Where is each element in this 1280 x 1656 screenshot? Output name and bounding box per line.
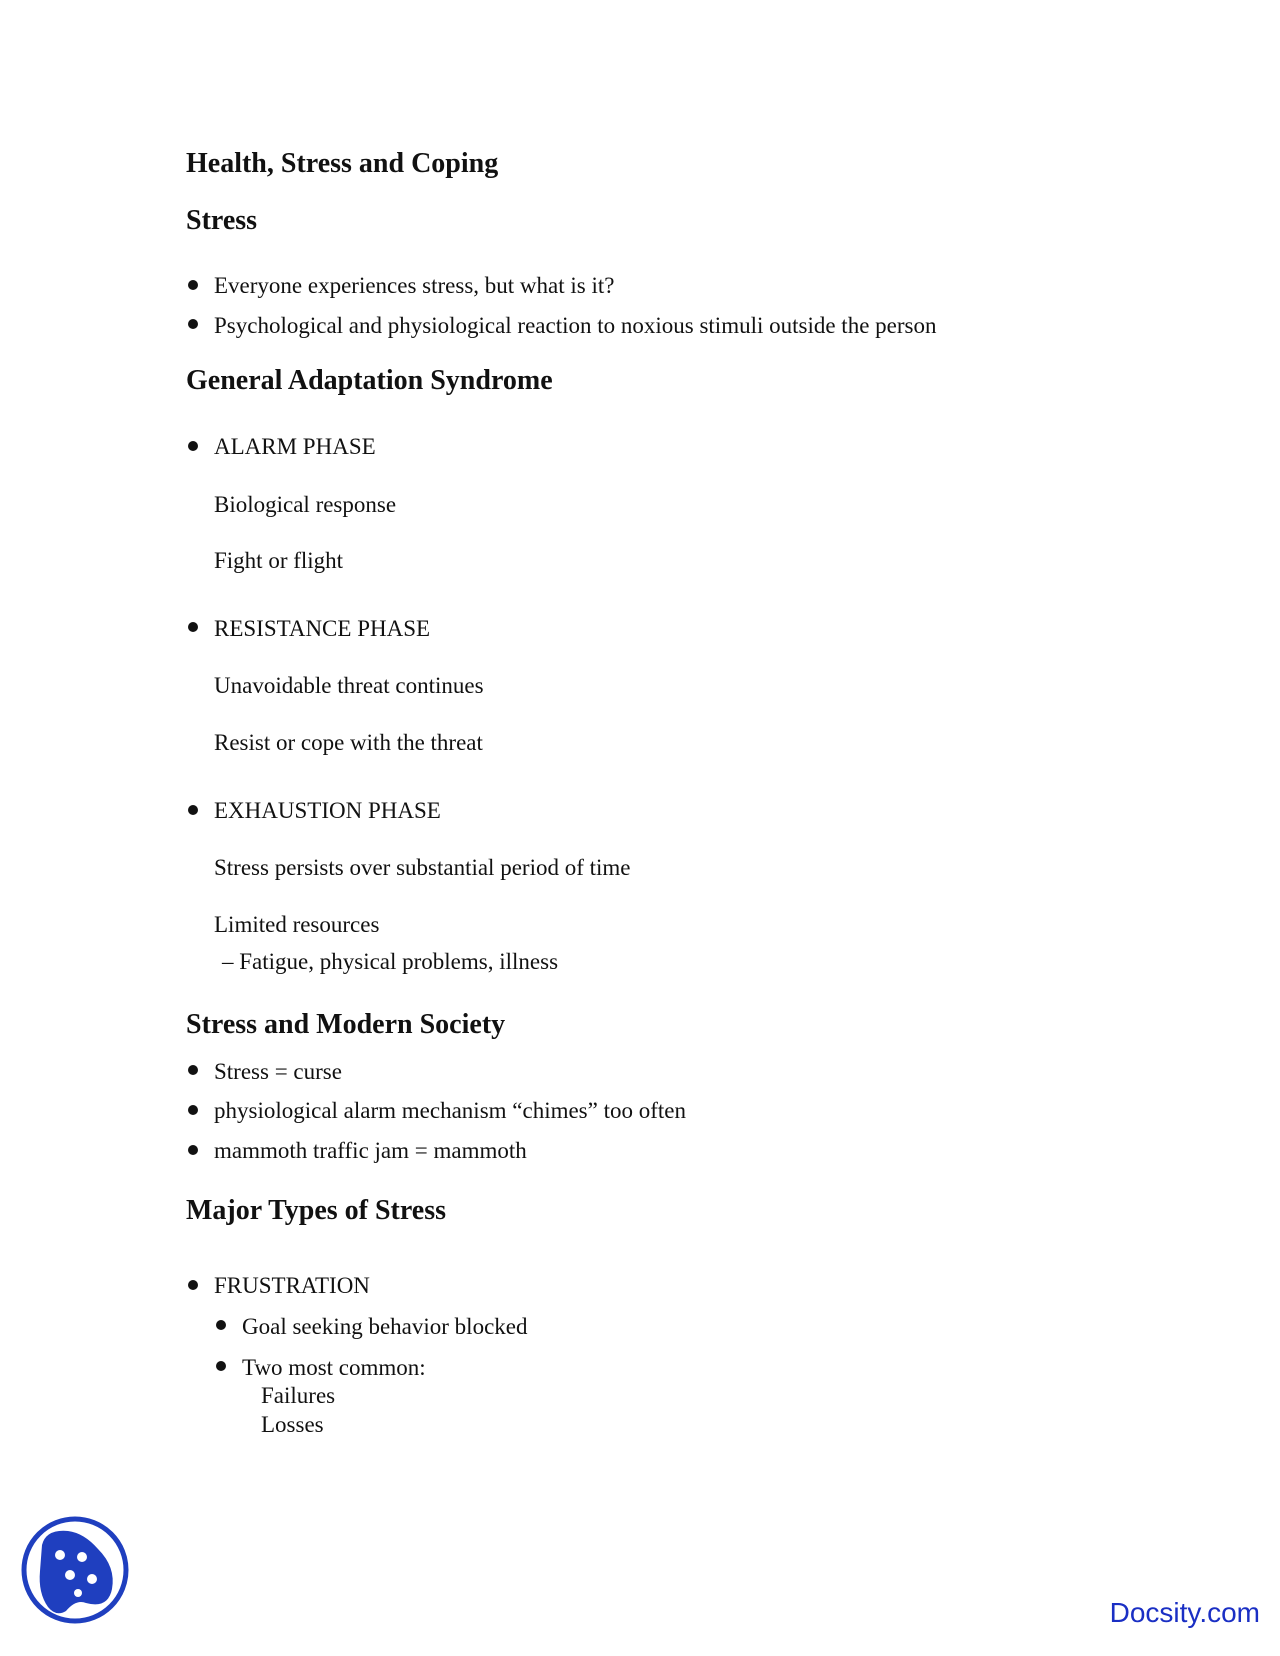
docsity-logo-icon[interactable]	[20, 1515, 130, 1625]
bullet-icon	[188, 1105, 198, 1115]
list-item: Stress = curse	[214, 1059, 342, 1084]
bullet-icon	[216, 1361, 226, 1371]
bullet-icon	[188, 622, 198, 632]
list-item: Everyone experiences stress, but what is it?	[214, 273, 615, 298]
bullet-icon	[188, 441, 198, 451]
list-item: Goal seeking behavior blocked	[242, 1314, 528, 1339]
phase-subdetail: – Fatigue, physical problems, illness	[222, 949, 559, 974]
section-heading-gas: General Adaptation Syndrome	[186, 365, 553, 396]
list-item: Two most common:	[242, 1355, 426, 1380]
phase-detail: Stress persists over substantial period of time	[214, 855, 631, 880]
phase-detail: Limited resources	[214, 912, 380, 937]
phase-detail: Resist or cope with the threat	[214, 730, 483, 755]
phase-label-resistance: RESISTANCE PHASE	[214, 616, 431, 641]
section-heading-stress: Stress	[186, 205, 258, 236]
phase-label-alarm: ALARM PHASE	[214, 434, 376, 459]
bullet-icon	[188, 1065, 198, 1075]
phase-label-exhaustion: EXHAUSTION PHASE	[214, 798, 441, 823]
bullet-icon	[188, 805, 198, 815]
bullet-icon	[216, 1320, 226, 1330]
bullet-icon	[188, 280, 198, 290]
type-label-frustration: FRUSTRATION	[214, 1273, 370, 1298]
phase-detail: Biological response	[214, 492, 397, 517]
example-item: Failures	[261, 1383, 336, 1408]
bullet-icon	[188, 1145, 198, 1155]
phase-detail: Unavoidable threat continues	[214, 673, 484, 698]
page-title: Health, Stress and Coping	[186, 148, 499, 179]
list-item: mammoth traffic jam = mammoth	[214, 1138, 527, 1163]
bullet-icon	[188, 1280, 198, 1290]
bullet-icon	[188, 319, 198, 329]
example-item: Losses	[261, 1412, 324, 1437]
section-heading-modern: Stress and Modern Society	[186, 1009, 506, 1040]
phase-detail: Fight or flight	[214, 548, 344, 573]
section-heading-types: Major Types of Stress	[186, 1195, 447, 1226]
docsity-brand-link[interactable]: Docsity.com	[1109, 1597, 1260, 1628]
list-item: physiological alarm mechanism “chimes” too often	[214, 1098, 686, 1123]
list-item: Psychological and physiological reaction to noxious stimuli outside the person	[214, 313, 937, 338]
